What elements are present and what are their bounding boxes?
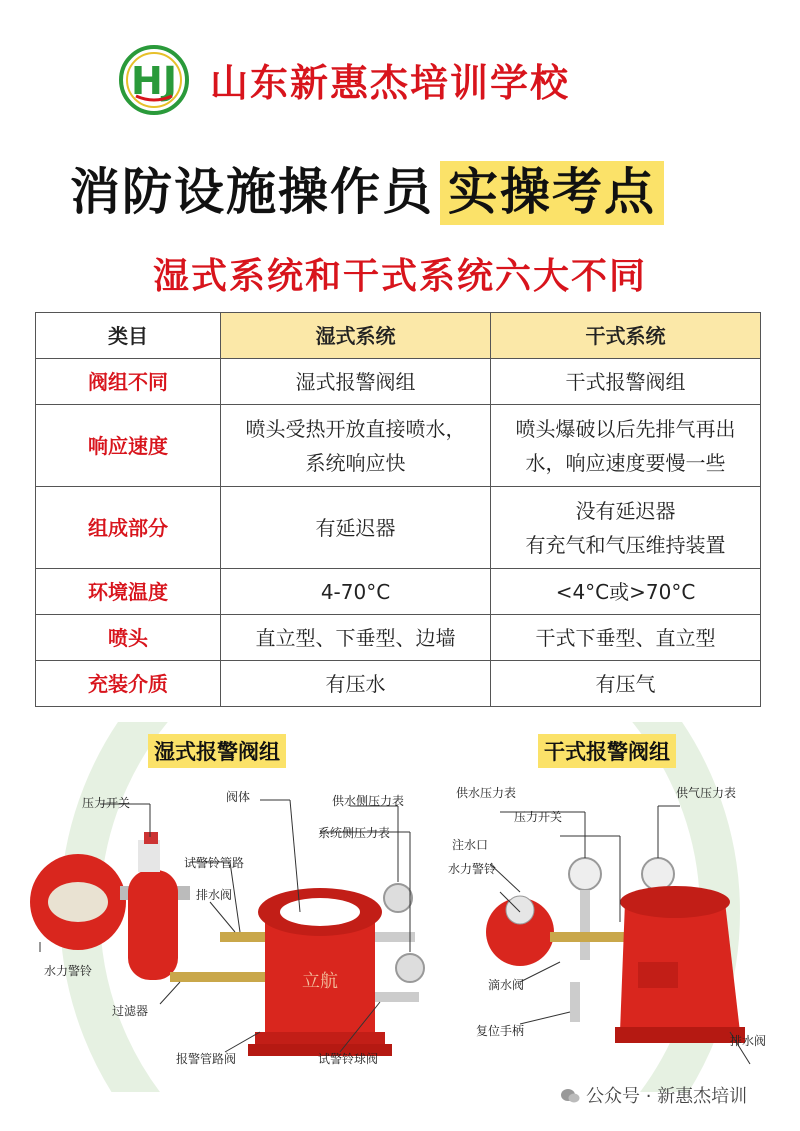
table-row bbox=[36, 487, 761, 569]
main-title-text: 消防设施操作员 bbox=[70, 163, 434, 221]
wet-cell: 直立型、下垂型、边墙 bbox=[221, 615, 491, 661]
row-label: 组成部分 bbox=[36, 487, 221, 569]
comparison-table bbox=[35, 312, 761, 707]
label-drip-valve: 滴水阀 bbox=[488, 978, 525, 992]
footer-text: 公众号 · 新惠杰培训 bbox=[586, 1086, 748, 1107]
dry-cell: 有压气 bbox=[491, 661, 761, 707]
valve-diagrams bbox=[0, 722, 800, 1092]
wet-cell: 湿式报警阀组 bbox=[221, 359, 491, 405]
subtitle: 湿式系统和干式系统六大不同 bbox=[152, 256, 647, 297]
label-supply-gauge-dry: 供水压力表 bbox=[456, 786, 517, 800]
label-air-gauge: 供气压力表 bbox=[676, 786, 737, 800]
footer-account bbox=[560, 1082, 747, 1108]
wet-cell: 4-70°C bbox=[221, 569, 491, 615]
label-test-bell-pipe: 试警铃管路 bbox=[184, 856, 245, 870]
label-test-ball-valve: 试警铃球阀 bbox=[318, 1052, 379, 1066]
label-alarm-pipe-valve: 报警管路阀 bbox=[176, 1052, 237, 1066]
header-category: 类目 bbox=[36, 313, 221, 359]
wet-cell: 喷头受热开放直接喷水， 系统响应快 bbox=[221, 405, 491, 487]
header-wet: 湿式系统 bbox=[221, 313, 491, 359]
label-reset-handle: 复位手柄 bbox=[476, 1024, 525, 1038]
label-pressure-switch-wet: 压力开关 bbox=[82, 796, 131, 810]
table-row bbox=[36, 405, 761, 487]
table-row bbox=[36, 359, 761, 405]
dry-diagram-title: 干式报警阀组 bbox=[538, 734, 676, 768]
label-water-bell-wet: 水力警铃 bbox=[44, 964, 93, 978]
table-row bbox=[36, 661, 761, 707]
label-drain-valve-dry: 排水阀 bbox=[730, 1034, 767, 1048]
svg-text:HJ: HJ bbox=[131, 59, 177, 103]
label-pressure-switch-dry: 压力开关 bbox=[514, 810, 563, 824]
dry-cell: <4°C或>70°C bbox=[491, 569, 761, 615]
row-label: 充装介质 bbox=[36, 661, 221, 707]
main-title bbox=[70, 152, 664, 224]
row-label: 环境温度 bbox=[36, 569, 221, 615]
table-row bbox=[36, 615, 761, 661]
table-row bbox=[36, 569, 761, 615]
dry-cell: 干式下垂型、直立型 bbox=[491, 615, 761, 661]
label-supply-gauge-wet: 供水侧压力表 bbox=[332, 794, 405, 808]
row-label: 阀组不同 bbox=[36, 359, 221, 405]
label-fill-port: 注水口 bbox=[452, 838, 489, 852]
wet-cell: 有压水 bbox=[221, 661, 491, 707]
wet-cell: 有延迟器 bbox=[221, 487, 491, 569]
row-label: 响应速度 bbox=[36, 405, 221, 487]
table-header-row bbox=[36, 313, 761, 359]
dry-cell: 干式报警阀组 bbox=[491, 359, 761, 405]
header bbox=[0, 38, 800, 116]
svg-text:立航: 立航 bbox=[302, 971, 338, 992]
main-title-highlight: 实操考点 bbox=[440, 161, 664, 225]
dry-cell: 没有延迟器 有充气和气压维持装置 bbox=[491, 487, 761, 569]
school-logo-icon bbox=[118, 44, 190, 116]
wet-diagram-title: 湿式报警阀组 bbox=[148, 734, 286, 768]
label-system-gauge: 系统侧压力表 bbox=[318, 826, 391, 840]
row-label: 喷头 bbox=[36, 615, 221, 661]
wechat-icon bbox=[560, 1088, 580, 1104]
label-valve-body: 阀体 bbox=[226, 790, 251, 804]
label-water-bell-dry: 水力警铃 bbox=[448, 862, 497, 876]
label-filter: 过滤器 bbox=[112, 1004, 149, 1018]
dry-cell: 喷头爆破以后先排气再出 水，响应速度要慢一些 bbox=[491, 405, 761, 487]
header-dry: 干式系统 bbox=[491, 313, 761, 359]
label-drain-valve-wet: 排水阀 bbox=[196, 888, 233, 902]
school-name: 山东新惠杰培训学校 bbox=[210, 61, 571, 105]
